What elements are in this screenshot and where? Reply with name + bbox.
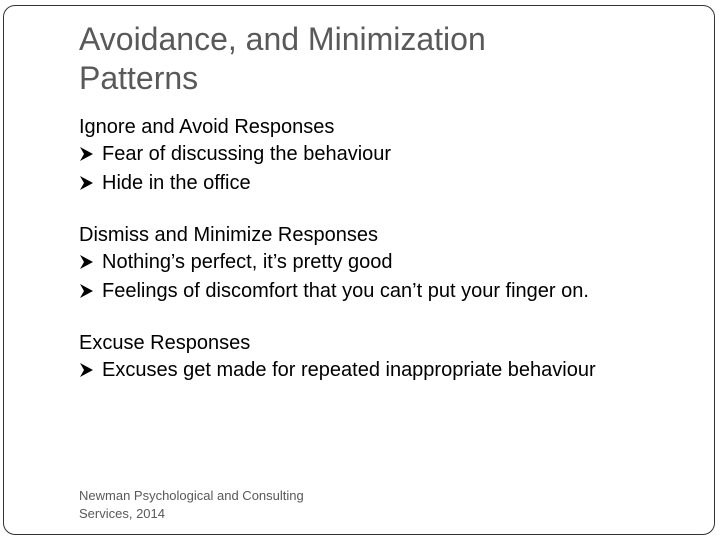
section-heading: Ignore and Avoid Responses [79,116,335,138]
arrowhead-bullet-icon [79,283,94,299]
section-heading: Dismiss and Minimize Responses [79,224,378,246]
slide-title [79,20,679,98]
slide-title-line-2: Patterns [79,60,199,96]
bullet-text: Fear of discussing the behaviour [102,143,392,165]
arrowhead-bullet-icon [79,254,94,270]
arrowhead-bullet-icon [79,362,94,378]
footer-line-1: Newman Psychological and Consulting [79,488,304,503]
section-heading: Excuse Responses [79,332,251,354]
footer-line-2: Services, 2014 [79,506,165,521]
bullet-text: Feelings of discomfort that you can’t put your finger on. [102,280,589,302]
bullet-item [79,171,679,195]
section-dismiss-minimize [79,221,679,303]
slide-title-line-1: Avoidance, and Minimization [79,21,486,57]
bullet-text: Excuses get made for repeated inappropriate behaviour [102,359,596,381]
bullet-item [79,358,679,382]
section-excuse [79,329,679,382]
bullet-text: Hide in the office [102,172,251,194]
slide-footer [79,487,359,523]
arrowhead-bullet-icon [79,146,94,162]
section-ignore-avoid [79,113,679,195]
bullet-item [79,142,679,166]
bullet-item [79,279,679,303]
bullet-text: Nothing’s perfect, it’s pretty good [102,251,393,273]
bullet-item [79,250,679,274]
slide-content [79,113,679,387]
arrowhead-bullet-icon [79,175,94,191]
